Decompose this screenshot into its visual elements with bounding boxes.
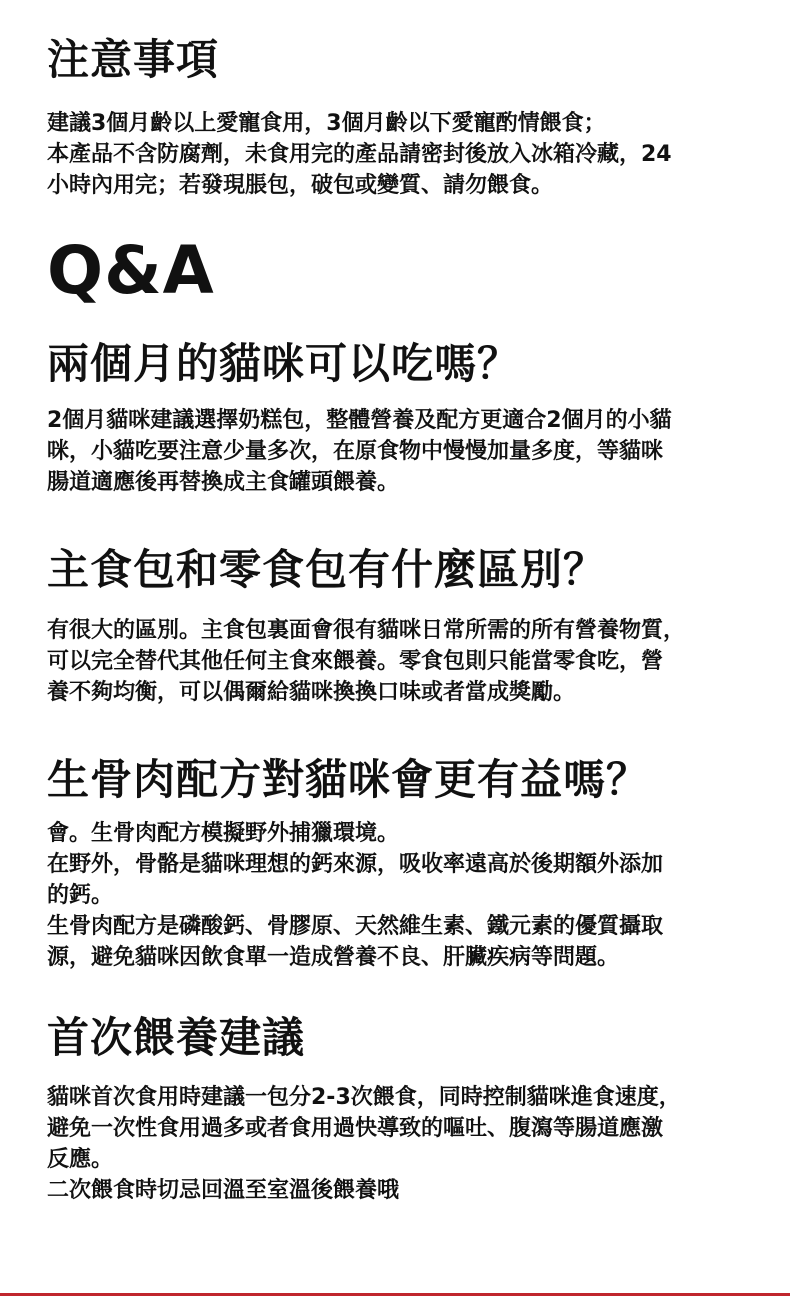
feeding-section bbox=[47, 1012, 747, 1064]
answer-line: 在野外，骨骼是貓咪理想的鈣來源，吸收率遠高於後期額外添加 bbox=[47, 852, 664, 877]
notice-line: 本產品不含防腐劑，未食用完的產品請密封後放入冰箱冷藏，24 bbox=[47, 142, 672, 167]
answer-line: 養不夠均衡，可以偶爾給貓咪換換口味或者當成獎勵。 bbox=[47, 680, 576, 705]
answer-line: 源，避免貓咪因飲食單一造成營養不良、肝臟疾病等問題。 bbox=[47, 945, 620, 970]
qa-item bbox=[47, 338, 747, 390]
qa-section bbox=[47, 232, 747, 309]
answer-body bbox=[47, 818, 747, 973]
feeding-line: 反應。 bbox=[47, 1147, 114, 1172]
answer-body bbox=[47, 615, 747, 708]
answer-line: 生骨肉配方是磷酸鈣、骨膠原、天然維生素、鐵元素的優質攝取 bbox=[47, 914, 664, 939]
notice-line: 建議3個月齡以上愛寵食用，3個月齡以下愛寵酌情餵食； bbox=[47, 111, 606, 136]
question-heading: 主食包和零食包有什麼區別？ bbox=[47, 545, 607, 594]
answer-line: 腸道適應後再替換成主食罐頭餵養。 bbox=[47, 470, 400, 495]
answer-body bbox=[47, 405, 747, 498]
qa-title: Q&A bbox=[47, 232, 215, 309]
qa-item bbox=[47, 544, 747, 596]
answer-line: 咪，小貓吃要注意少量多次，在原食物中慢慢加量多度，等貓咪 bbox=[47, 439, 664, 464]
feeding-line: 避免一次性食用過多或者食用過快導致的嘔吐、腹瀉等腸道應激 bbox=[47, 1116, 664, 1141]
notice-line: 小時內用完；若發現脹包，破包或變質、請勿餵食。 bbox=[47, 173, 554, 198]
feeding-title: 首次餵養建議 bbox=[47, 1013, 306, 1062]
notice-title: 注意事項 bbox=[47, 35, 220, 84]
question-heading: 兩個月的貓咪可以吃嗎？ bbox=[47, 339, 521, 388]
question-heading: 生骨肉配方對貓咪會更有益嗎？ bbox=[47, 755, 650, 804]
notice-body bbox=[47, 108, 747, 201]
feeding-line: 二次餵食時切忌回溫至室溫後餵養哦 bbox=[47, 1178, 400, 1203]
feeding-line: 貓咪首次食用時建議一包分2-3次餵食，同時控制貓咪進食速度， bbox=[47, 1085, 681, 1110]
answer-line: 會。生骨肉配方模擬野外捕獵環境。 bbox=[47, 821, 400, 846]
feeding-body bbox=[47, 1082, 747, 1206]
answer-line: 的鈣。 bbox=[47, 883, 114, 908]
answer-line: 2個月貓咪建議選擇奶糕包，整體營養及配方更適合2個月的小貓 bbox=[47, 408, 672, 433]
answer-line: 有很大的區別。主食包裏面會很有貓咪日常所需的所有營養物質， bbox=[47, 618, 686, 643]
notice-section bbox=[47, 34, 747, 86]
qa-item bbox=[47, 754, 747, 806]
bottom-divider bbox=[0, 1293, 790, 1296]
answer-line: 可以完全替代其他任何主食來餵養。零食包則只能當零食吃，營 bbox=[47, 649, 664, 674]
